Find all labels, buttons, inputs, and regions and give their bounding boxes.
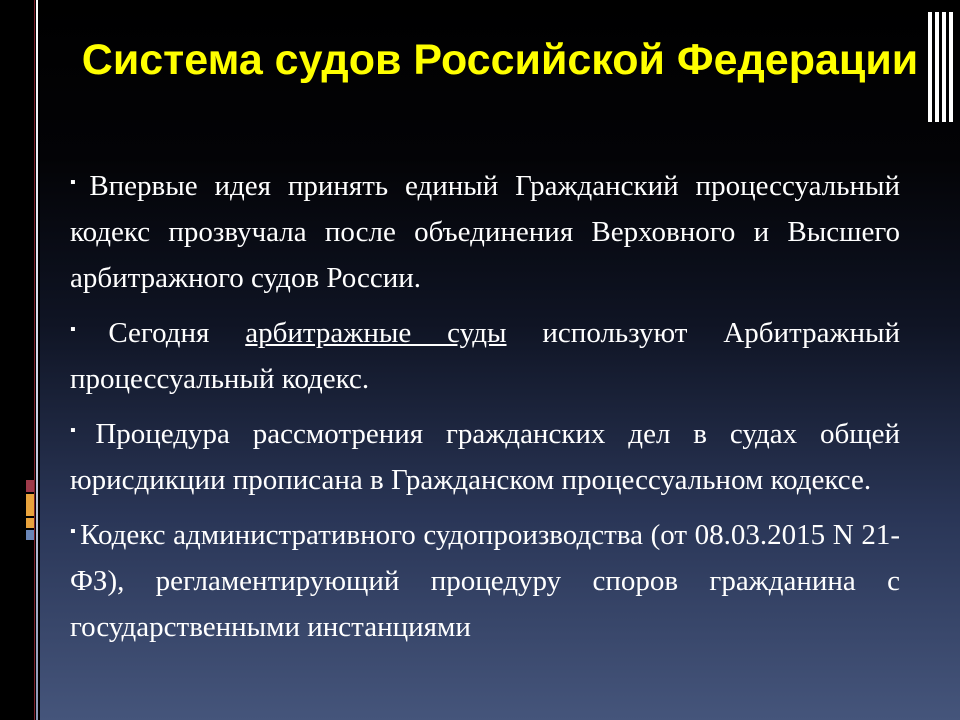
- accent-line: [36, 0, 38, 720]
- accent-bar: [26, 518, 34, 528]
- paragraph-text: Впервые идея принять единый Гражданский процессуальный кодекс прозвучала после объединения Верховного и Высшего арбитражного судов России.: [70, 170, 901, 294]
- bullet-paragraph: [70, 408, 900, 503]
- bullet-icon: ▪: [70, 174, 86, 191]
- slide-body: [70, 160, 900, 656]
- paragraph-text: Сегодня: [108, 317, 246, 349]
- underlined-term: арбитражные суды: [245, 317, 507, 349]
- accent-bars: [26, 480, 34, 542]
- accent-bar: [26, 480, 34, 492]
- accent-bar: [26, 530, 34, 540]
- paragraph-text: используют Арбитражный процессуальный кодекс.: [70, 317, 901, 395]
- left-decorative-strip: [0, 0, 40, 720]
- corner-decoration: [928, 12, 954, 122]
- paragraph-text: Процедура рассмотрения гражданских дел в судах общей юрисдикции прописана в Гражданском процессуальном кодексе.: [70, 418, 901, 496]
- paragraph-text: Кодекс административного судопроизводства (от 08.03.2015 N 21-ФЗ), регламентирующий процедуру споров гражданина с государственными инстанциями: [70, 519, 901, 643]
- accent-bar: [26, 494, 34, 516]
- bullet-paragraph: [70, 307, 900, 402]
- bullet-paragraph: [70, 160, 900, 301]
- bullet-icon: ▪: [70, 321, 105, 338]
- accent-line: [34, 0, 35, 720]
- slide-title: Система судов Российской Федерации: [81, 36, 919, 84]
- bullet-paragraph: [70, 509, 900, 650]
- bullet-icon: ▪: [70, 422, 92, 439]
- bullet-icon: ▪: [70, 523, 77, 540]
